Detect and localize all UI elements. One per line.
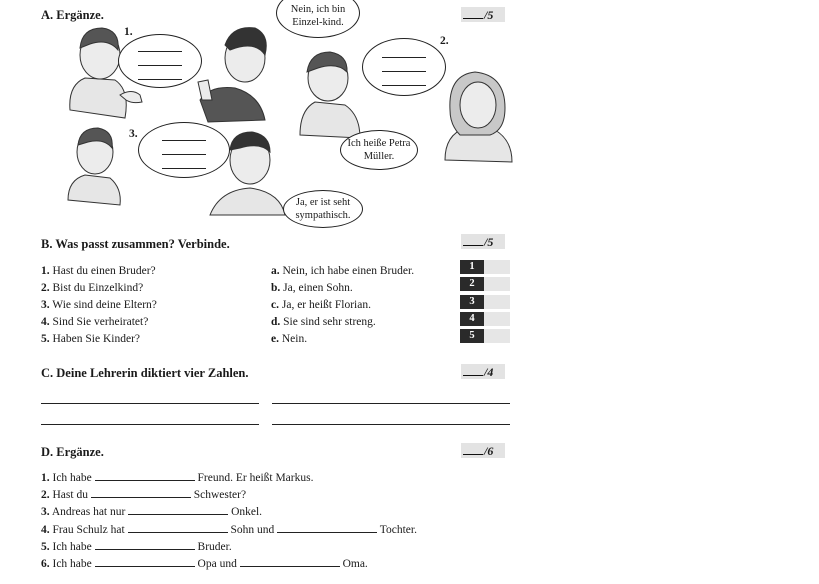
match-box-1[interactable]: 1 [460,260,510,274]
question-item: 5. Haben Sie Kinder? [41,333,140,345]
fill-blank[interactable] [95,556,195,567]
section-b-score: /5 [461,234,505,249]
bubble-label-1: 1. [124,26,133,38]
section-a-score: /5 [461,7,505,22]
answer-item: b. Ja, einen Sohn. [271,282,353,294]
answer-line[interactable] [162,145,206,155]
score-blank[interactable] [463,444,483,455]
answer-line[interactable] [382,76,426,86]
fill-in-item: 5. Ich habe Bruder. [41,540,232,553]
answer-line[interactable] [382,62,426,72]
section-b-title: B. Was passt zusammen? Verbinde. [41,237,230,251]
question-item: 4. Sind Sie verheiratet? [41,316,149,328]
section-c-title: C. Deine Lehrerin diktiert vier Zahlen. [41,366,249,380]
fill-in-item: 1. Ich habe Freund. Er heißt Markus. [41,472,314,484]
answer-item: c. Ja, er heißt Florian. [271,299,371,311]
question-list [41,263,157,348]
empty-bubble-1 [118,34,202,88]
match-box-3[interactable]: 3 [460,295,510,309]
girl-figure [445,72,512,162]
empty-bubble-2 [362,38,446,96]
speech-bubble-petra: Ich heiße Petra Müller. [340,130,418,170]
number-answer-line[interactable] [272,403,510,404]
section-d-title: D. Ergänze. [41,445,104,459]
answer-item: d. Sie sind sehr streng. [271,316,376,328]
score-blank[interactable] [463,365,483,376]
score-blank[interactable] [463,235,483,246]
section-a-title: A. Ergänze. [41,8,104,22]
number-answer-line[interactable] [41,424,259,425]
fill-blank[interactable] [95,470,195,481]
number-answer-line[interactable] [272,424,510,425]
match-box-2[interactable]: 2 [460,277,510,291]
bubble-label-3: 3. [129,128,138,140]
answer-line[interactable] [162,159,206,169]
empty-bubble-3 [138,122,230,178]
match-box-4[interactable]: 4 [460,312,510,326]
fill-in-item: 4. Frau Schulz hat Sohn und Tochter. [41,523,417,536]
answer-item: e. Nein. [271,333,308,345]
answer-line[interactable] [138,70,182,80]
fill-blank[interactable] [240,556,340,567]
answer-list [271,263,414,348]
bubble-label-2: 2. [440,35,449,47]
question-item: 2. Bist du Einzelkind? [41,282,144,294]
answer-line[interactable] [382,48,426,58]
section-c-score: /4 [461,364,505,379]
match-box-5[interactable]: 5 [460,329,510,343]
fill-blank[interactable] [91,487,191,498]
boy-2-figure [198,28,266,122]
answer-item: a. Nein, ich habe einen Bruder. [271,265,415,277]
answer-line[interactable] [138,56,182,66]
fill-blank[interactable] [128,522,228,533]
speech-bubble-sympathisch: Ja, er ist seht sympathisch. [283,190,363,228]
number-answer-line[interactable] [41,403,259,404]
section-d-score: /6 [461,443,505,458]
fill-blank[interactable] [95,539,195,550]
question-item: 1. Hast du einen Bruder? [41,265,156,277]
fill-in-list [41,470,417,573]
fill-in-item: 2. Hast du Schwester? [41,489,247,502]
speech-bubble-einzelkind: Nein, ich bin Einzel-kind. [276,0,360,38]
boy-3-figure [300,52,360,138]
fill-blank[interactable] [128,504,228,515]
question-item: 3. Wie sind deine Eltern? [41,299,157,311]
fill-in-item: 6. Ich habe Opa und Oma. [41,558,368,571]
fill-in-item: 3. Andreas hat nur Onkel. [41,506,263,519]
answer-line[interactable] [162,131,206,141]
fill-blank[interactable] [277,522,377,533]
boy-4-figure [68,128,120,205]
answer-line[interactable] [138,42,182,52]
